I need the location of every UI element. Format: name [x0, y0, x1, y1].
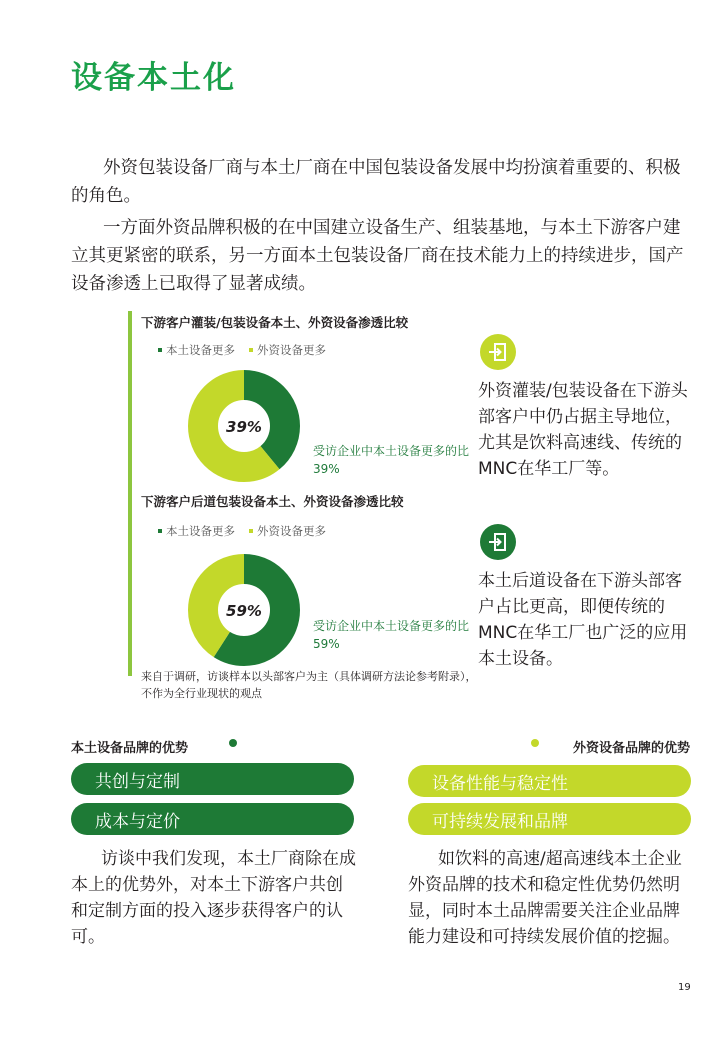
legend-item-foreign	[249, 523, 326, 539]
chart1-note: 受访企业中本土设备更多的比39%	[313, 444, 470, 476]
donut-chart-2	[188, 554, 300, 666]
chart1-legend	[158, 342, 326, 358]
enter-icon	[480, 334, 516, 370]
chart2-legend	[158, 523, 326, 539]
local-advantage-pill-1: 共创与定制	[71, 763, 354, 795]
donut-chart-1	[188, 370, 300, 482]
local-advantage-label: 本土设备品牌的优势	[71, 741, 189, 756]
enter-icon-glyph	[487, 531, 509, 553]
legend-label-foreign: 外资设备更多	[257, 343, 326, 357]
page-number: 19	[678, 982, 691, 993]
legend-label-foreign: 外资设备更多	[257, 524, 326, 538]
enter-icon-glyph	[487, 341, 509, 363]
intro-paragraph-2: 一方面外资品牌积极的在中国建立设备生产、组装基地，与本土下游客户建立其更紧密的联系，另一方面本土包装设备厂商在技术能力上的持续进步，国产设备渗透上已取得了显著成绩。	[71, 218, 684, 294]
insight-text-2: 本土后道设备在下游头部客户占比更高，即便传统的MNC在华工厂也广泛的应用本土设备。	[478, 571, 688, 669]
donut-center-label: 59%	[226, 602, 262, 620]
legend-label-local: 本土设备更多	[166, 343, 235, 357]
chart2-note: 受访企业中本土设备更多的比59%	[313, 619, 470, 651]
legend-label-local: 本土设备更多	[166, 524, 235, 538]
foreign-advantage-text: 如饮料的高速/超高速线本土企业外资品牌的技术和稳定性优势仍然明显，同时本土品牌需要关注企业品牌能力建设和可持续发展价值的挖掘。	[408, 849, 682, 947]
donut-center-label: 39%	[226, 418, 262, 436]
intro-paragraph-1: 外资包装设备厂商与本土厂商在中国包装设备发展中均扮演着重要的、积极的角色。	[71, 158, 681, 206]
enter-icon	[480, 524, 516, 560]
legend-swatch-foreign	[249, 348, 253, 352]
legend-item-foreign	[249, 342, 326, 358]
foreign-advantage-label: 外资设备品牌的优势	[572, 741, 690, 756]
local-advantage-text: 访谈中我们发现，本土厂商除在成本上的优势外，对本土下游客户共创和定制方面的投入逐步获得客户的认可。	[71, 849, 356, 947]
legend-item-local	[158, 523, 235, 539]
chart2-title: 下游客户后道包装设备本土、外资设备渗透比较	[141, 494, 404, 509]
legend-swatch-foreign	[249, 529, 253, 533]
source-note: 来自于调研，访谈样本以头部客户为主（具体调研方法论参考附录），不作为全行业现状的观点	[141, 670, 477, 700]
local-advantage-pill-2: 成本与定价	[71, 803, 354, 835]
insight-text-1: 外资灌装/包装设备在下游头部客户中仍占据主导地位，尤其是饮料高速线、传统的MNC在华工厂等。	[478, 381, 688, 479]
legend-item-local	[158, 342, 235, 358]
legend-swatch-local	[158, 529, 162, 533]
comparison-connector	[226, 736, 542, 750]
foreign-advantage-pill-1: 设备性能与稳定性	[408, 765, 691, 797]
foreign-advantage-pill-2: 可持续发展和品牌	[408, 803, 691, 835]
chart-accent-bar	[128, 311, 132, 676]
chart1-title: 下游客户灌装/包装设备本土、外资设备渗透比较	[141, 315, 409, 330]
legend-swatch-local	[158, 348, 162, 352]
page-title: 设备本土化	[71, 60, 236, 96]
